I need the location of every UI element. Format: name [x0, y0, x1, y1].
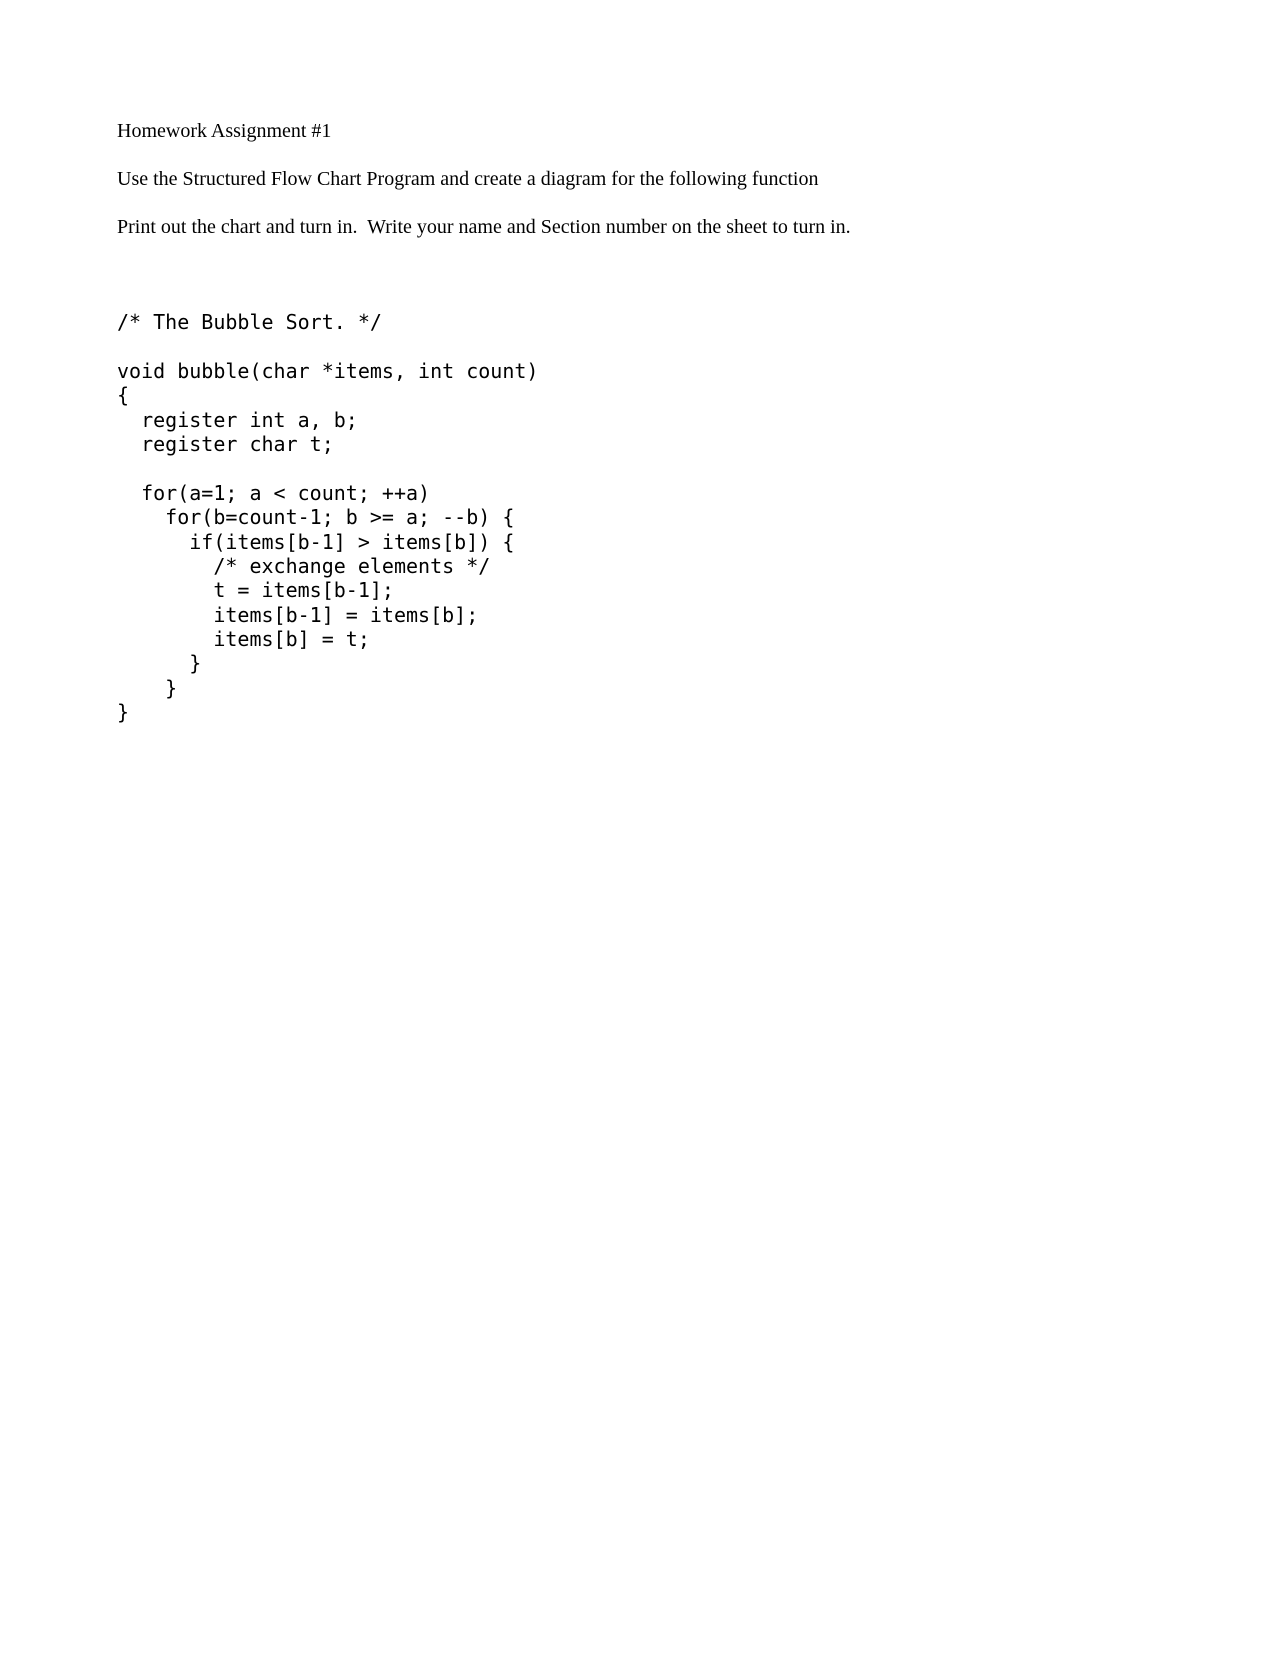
- code-listing: [117, 310, 538, 725]
- code-line-blank: [117, 334, 538, 358]
- code-line-if: if(items[b-1] > items[b]) {: [117, 529, 515, 554]
- code-line-blank: [117, 456, 538, 480]
- code-line-inner-for: for(b=count-1; b >= a; --b) {: [117, 505, 515, 530]
- code-line-open-brace: {: [117, 383, 130, 408]
- code-line-function-signature: void bubble(char *items, int count): [117, 358, 539, 383]
- code-line-char-decl: register char t;: [117, 431, 334, 456]
- code-line-close-for: }: [117, 675, 178, 700]
- code-line-assign-current: items[b] = t;: [117, 627, 370, 652]
- instruction-turn-in: Print out the chart and turn in. Write your name and Section number on the sheet to turn in.: [117, 216, 851, 238]
- code-line-assign-prev: items[b-1] = items[b];: [117, 602, 479, 627]
- code-line-int-decl: register int a, b;: [117, 407, 358, 432]
- code-line-comment-title: /* The Bubble Sort. */: [117, 310, 382, 334]
- code-line-close-if: }: [117, 651, 202, 676]
- code-line-close-function: }: [117, 700, 130, 725]
- assignment-title: Homework Assignment #1: [117, 120, 332, 142]
- instruction-diagram: Use the Structured Flow Chart Program and create a diagram for the following function: [117, 168, 819, 190]
- code-line-assign-t: t = items[b-1];: [117, 578, 394, 603]
- code-line-outer-for: for(a=1; a < count; ++a): [117, 480, 431, 505]
- code-line-exchange-comment: /* exchange elements */: [117, 553, 491, 578]
